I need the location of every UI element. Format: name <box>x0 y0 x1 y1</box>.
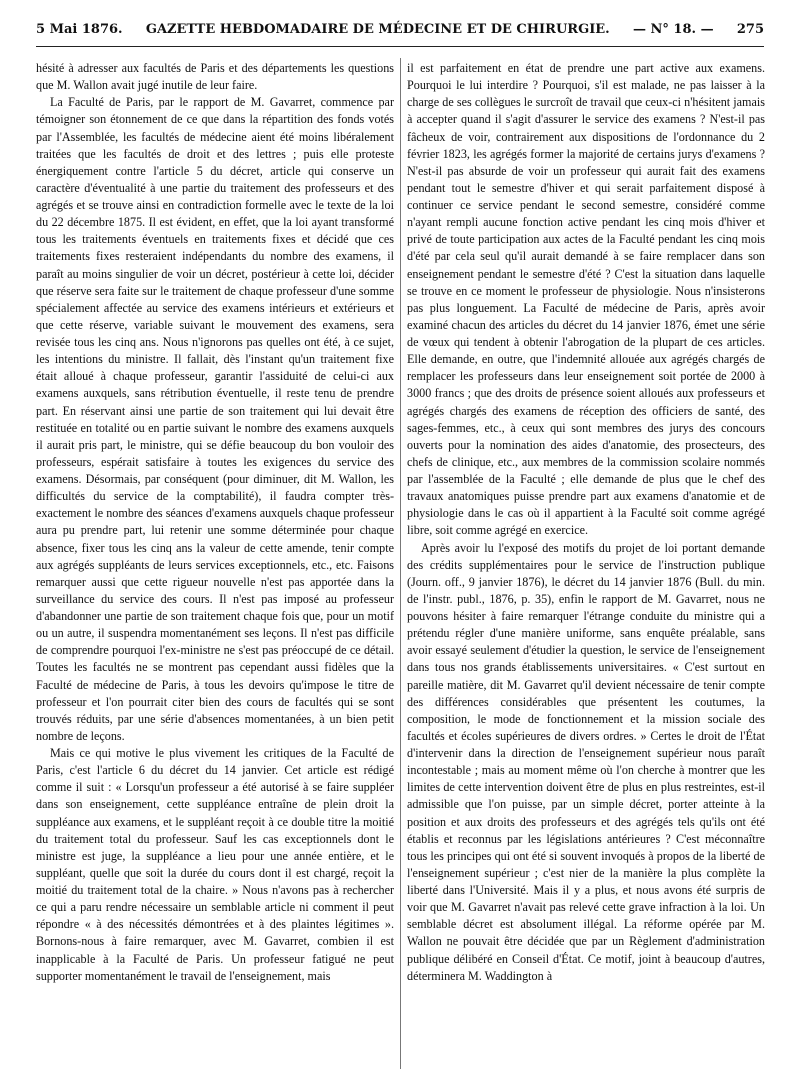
paragraph: hésité à adresser aux facultés de Paris et des départements les questions que M. Wallon avait jugé inutile de leur faire. <box>36 61 394 93</box>
paragraph: Après avoir lu l'exposé des motifs du projet de loi portant demande des crédits supplémentaires pour le service de l'instruction publique (Journ. off., 9 janvier 1876), le décret du 14 janvier 1876 (Bull. du min. de l'instr. publ., 1876, p. 35), enfin le rapport de M. Gavarret, nous ne pouvons hésiter à faire remarquer l'étrange conduite du ministre qui a prétendu régler d'une manière uniforme, sans enquête préalable, sans avoir essayé seulement d'étudier la question, le service de l'enseignement dans tous nos grands établissements universitaires. « C'est surtout en pareille matière, dit M. Gavarret qu'il devient nécessaire de tenir compte des différences considérables que présentent les coutumes, la composition, le mode de fonctionnement et la mission sociale des facultés et écoles supérieures de divers ordres. » Certes le droit de l'État d'intervenir dans la direction de l'enseignement supérieur nous paraît incontestable ; mais au moment même où l'on cherche à montrer que les limites de cette intervention doivent être de plus en plus restreintes, est-il admissible que l'on puisse, par un simple décret, porter atteinte à la position et aux droits des professeurs et des agrégés tels qu'ils ont été établis et reconnus par les législations antérieures ? C'est méconnaître tous les principes qui ont été si souvent invoqués à propos de la liberté de l'enseignement supérieur ; c'est nier de la manière la plus complète la liberté dans l'Université. Mais il y a plus, et nous avons été surpris de voir que M. Gavarret n'avait pas relevé cette grave infraction à la loi. Un semblable décret est absolument illégal. La réforme opérée par M. Wallon ne pouvait être décidée que par un Règlement d'administration publique délibéré en Conseil d'État. Ce motif, joint à beaucoup d'autres, déterminera M. Waddington à <box>407 540 765 983</box>
issue-number: — N° 18. — <box>633 22 714 37</box>
paragraph: Mais ce qui motive le plus vivement les critiques de la Faculté de Paris, c'est l'article 6 du décret du 14 janvier. Cet article est rédigé comme il suit : « Lorsqu'un professeur a été autorisé à se faire suppléer dans son enseignement, cette suppléance entraîne de plein droit la suppléance aux examens, et le suppléant reçoit à ce double titre la moitié du traitement total du professeur. Sauf les cas exceptionnels dont le ministre est juge, la suppléance a lieu pour une année entière, et le suppléant, quelle que soit la durée du cours dont il est chargé, reçoit la moitié du traitement total de la chaire. » Nous n'avons pas à rechercher ce qui a paru rendre nécessaire un semblable article ni comment il peut répondre « à des nécessités démontrées et à des plaintes légitimes ». Bornons-nous à faire remarquer, avec M. Gavarret, combien il est inapplicable à la Faculté de Paris. Un professeur fatigué ne peut supporter momentanément le travail de l'enseignement, mais <box>36 746 394 983</box>
right-column <box>407 60 765 1075</box>
header-rule <box>36 46 764 47</box>
paragraph: il est parfaitement en état de prendre une part active aux examens. Pourquoi le lui interdire ? Pourquoi, s'il est malade, ne pas laisser à la charge de ses collègues le surcroît de travail que ceux-ci n'hésitent jamais à accepter quand il s'agit d'assurer le service des examens ? N'est-il pas fâcheux de voir, contrairement aux dispositions de l'ordonnance du 2 février 1823, les agrégés former la majorité de certains jurys d'examens ? N'est-il pas absurde de voir un professeur qui aurait fait des examens pendant tout le semestre d'hiver et qui serait parfaitement disposé à continuer ce service pendant le second semestre, considéré comme n'ayant rempli aucune fonction active pendant les cinq mois d'hiver et privé de toute participation aux actes de la Faculté pendant les cinq mois d'été par cela seul qu'il aurait demandé à se faire remplacer dans son enseignement pendant le semestre d'été ? C'est la situation dans laquelle se trouve en ce moment le professeur de physiologie. Nous n'insisterons pas plus longuement. La Faculté de médecine de Paris, après avoir examiné chacun des articles du décret du 14 janvier 1876, émet une série de vœux qui tendent à obtenir l'abrogation de la plupart de ces articles. Elle demande, en outre, que l'indemnité allouée aux agrégés chargés de remplacer les professeurs dans leur enseignement soit portée de 2000 à 3000 francs ; que des droits de présence soient alloués aux professeurs et agrégés chargés des examens de réception des officiers de santé, des sages-femmes, etc., à ceux qui sont membres des jurys des concours ouverts pour la nomination des aides d'anatomie, des prosecteurs, des chefs de clinique, etc., aux membres de la commission scolaire nommés par l'assemblée de la Faculté ; elle demande de plus que le chef des travaux anatomiques puisse prendre part aux examens d'anatomie et de physiologie dans le cas où il appartient à la Faculté soit comme agrégé libre, soit comme agrégé en exercice. <box>407 61 765 538</box>
page-number: 275 <box>736 22 764 37</box>
issue-date: 5 Mai 1876. <box>36 22 123 37</box>
left-column <box>36 60 394 1075</box>
journal-title: GAZETTE HEBDOMADAIRE DE MÉDECINE ET DE CHIRURGIE. <box>145 22 610 37</box>
paragraph: La Faculté de Paris, par le rapport de M. Gavarret, commence par témoigner son étonnement de ce que dans la répartition des fonds votés par l'Assemblée, les facultés de médecine aient été moins libéralement traitées que les facultés de droit et des lettres ; puis elle proteste énergiquement contre l'article 5 du décret, article qui conserve un caractère d'éventualité à une partie du traitement des professeurs et des agrégés et se trouve ainsi en contradiction formelle avec le texte de la loi du 22 décembre 1875. Il est évident, en effet, que la loi ayant transformé tous les traitements éventuels en traitements fixes et décidé que ces traitements fixes resteraient indépendants du nombre des examens, il paraît au moins singulier de voir un décret, postérieur à cette loi, décider que réserve sera faite sur le traitement de chaque professeur d'une somme spécialement affectée au service des examens intérieurs et extérieurs et que cette réserve, variable suivant le mouvement des examens, sera revisée tous les cinq ans. Nous n'ignorons pas quelles ont été, à ce sujet, les intentions du ministre. Il fallait, dès l'instant qu'un traitement fixe était alloué à chaque professeur, garantir l'assiduité de celui-ci aux examens auxquels, sans rétribution éventuelle, il reste tenu de prendre part. En réservant ainsi une partie de son traitement qui lui devait être restituée en totalité ou en partie suivant le nombre des examens auxquels il aurait pris part, le ministre, qui se défie beaucoup du bon vouloir des professeurs, espérait satisfaire à toutes les exigences du service des examens. Désormais, par conséquent (pour diminuer, dit M. Wallon, les difficultés du service de la comptabilité), il faudra compter très-exactement le nombre des séances d'examens auxquels chaque professeur aura pu prendre part, lui retenir une somme déterminée pour chaque absence, fixer tous les cinq ans la valeur de cette amende, tenir compte aux agrégés suppléants de leurs services exceptionnels, etc., etc. Faisons remarquer aussi que cette rigueur nouvelle n'est pas apportée dans la surveillance du service des cours. Il n'est pas imposé au professeur d'abandonner une partie de son traitement chaque fois que, pour un motif ou un autre, il suspendra momentanément ses leçons. Il n'est pas difficile de comprendre pourquoi l'ex-ministre ne s'est pas préoccupé de ce détail. Toutes les facultés ne se montrent pas cependant aussi fidèles que la Faculté de médecine de Paris, à tous les devoirs qu'impose le titre de professeur et l'on pourrait citer bien des cours de facultés qui se sont trouvés réduits, par une série d'absences momentanées, à un bien petit nombre de leçons. <box>36 95 394 743</box>
column-divider <box>400 58 401 1069</box>
page-header <box>36 22 764 44</box>
